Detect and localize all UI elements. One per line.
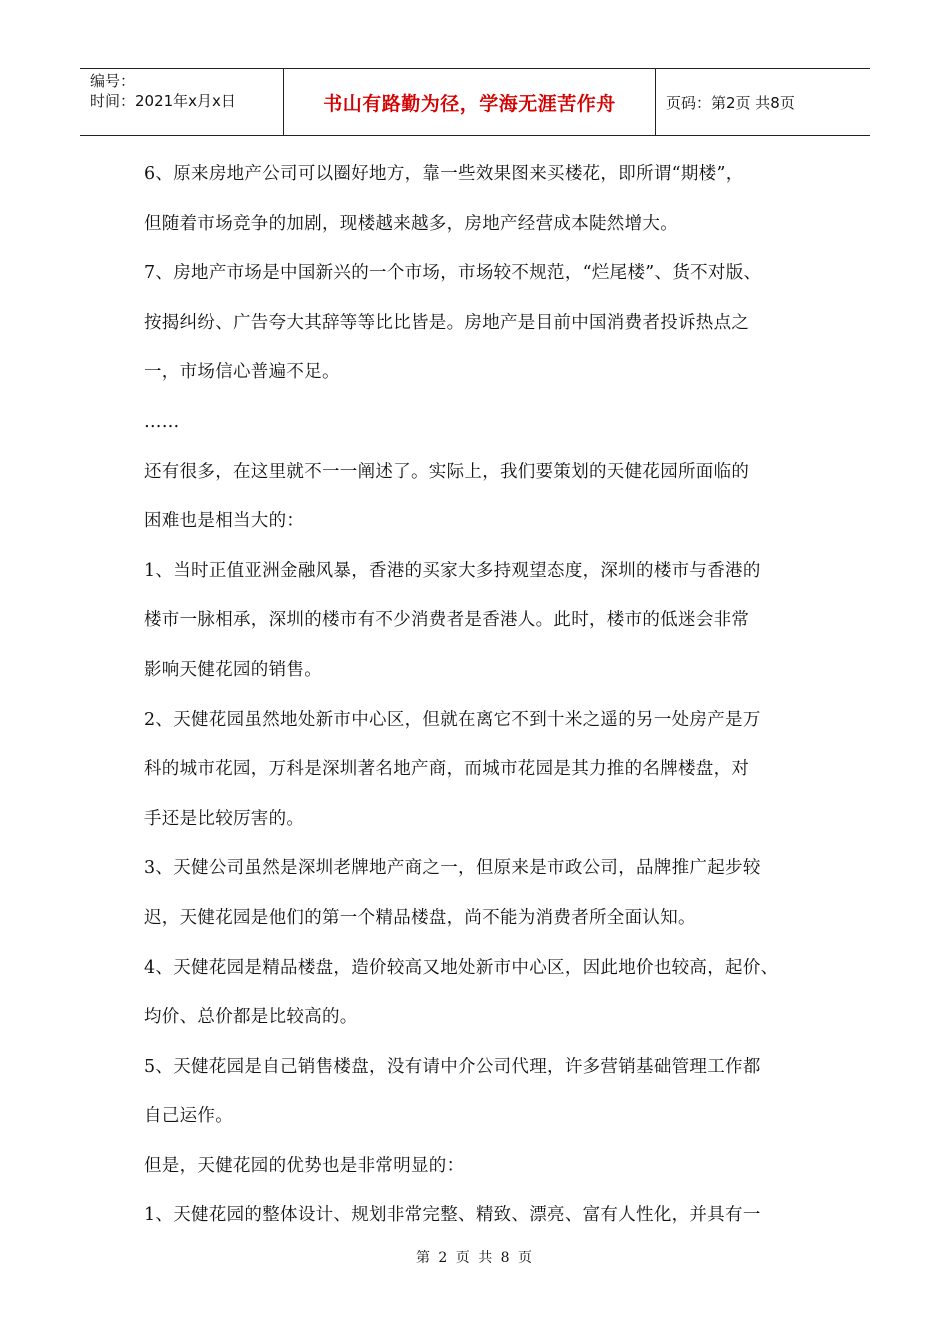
body-line: 3、天健公司虽然是深圳老牌地产商之一，但原来是市政公司，品牌推广起步较 [144, 858, 761, 879]
body-line: 一，市场信心普遍不足。 [144, 362, 340, 383]
body-line: 7、房地产市场是中国新兴的一个市场，市场较不规范，“烂尾楼”、货不对版、 [144, 263, 762, 284]
body-line: 手还是比较厉害的。 [144, 808, 305, 829]
body-line: 6、原来房地产公司可以圈好地方，靠一些效果图来买楼花，即所谓“期楼”， [144, 164, 744, 184]
body-line: 影响天健花园的销售。 [144, 659, 322, 680]
body-line: 科的城市花园，万科是深圳著名地产商，而城市花园是其力推的名牌楼盘，对 [144, 759, 750, 780]
body-line: …… [144, 411, 180, 432]
body-line: 但随着市场竞争的加剧，现楼越来越多，房地产经营成本陡然增大。 [144, 213, 678, 234]
header-motto: 书山有路勤为径，学海无涯苦作舟 [284, 69, 656, 135]
page-footer: 第 2 页 共 8 页 [415, 1250, 535, 1266]
page-header [80, 68, 870, 136]
header-meta [80, 69, 284, 135]
body-line: 还有很多，在这里就不一一阐述了。实际上，我们要策划的天健花园所面临的 [144, 461, 750, 482]
body-line: 楼市一脉相承，深圳的楼市有不少消费者是香港人。此时，楼市的低迷会非常 [144, 610, 750, 631]
body-line: 自己运作。 [144, 1106, 233, 1127]
body-line: 迟，天健花园是他们的第一个精品楼盘，尚不能为消费者所全面认知。 [144, 907, 696, 928]
body-line: 按揭纠纷、广告夸大其辞等等比比皆是。房地产是目前中国消费者投诉热点之 [144, 312, 750, 333]
body-line: 1、当时正值亚洲金融风暴，香港的买家大多持观望态度，深圳的楼市与香港的 [144, 560, 761, 581]
body-line: 1、天健花园的整体设计、规划非常完整、精致、漂亮、富有人性化，并具有一 [144, 1205, 761, 1226]
body-line: 4、天健花园是精品楼盘，造价较高又地处新市中心区，因此地价也较高，起价、 [144, 957, 779, 978]
header-page-info: 页码：第2页 共8页 [666, 93, 795, 112]
document-date: 时间：2021年x月x日 [90, 92, 236, 110]
body-line: 均价、总价都是比较高的。 [144, 1007, 358, 1028]
document-body [144, 150, 824, 1241]
body-line: 2、天健花园虽然地处新市中心区，但就在离它不到十米之遥的另一处房产是万 [144, 709, 761, 730]
body-line: 但是，天健花园的优势也是非常明显的： [144, 1155, 465, 1176]
document-code-label: 编号： [90, 72, 136, 90]
body-line: 困难也是相当大的： [144, 511, 305, 532]
body-line: 5、天健花园是自己销售楼盘，没有请中介公司代理，许多营销基础管理工作都 [144, 1056, 761, 1077]
